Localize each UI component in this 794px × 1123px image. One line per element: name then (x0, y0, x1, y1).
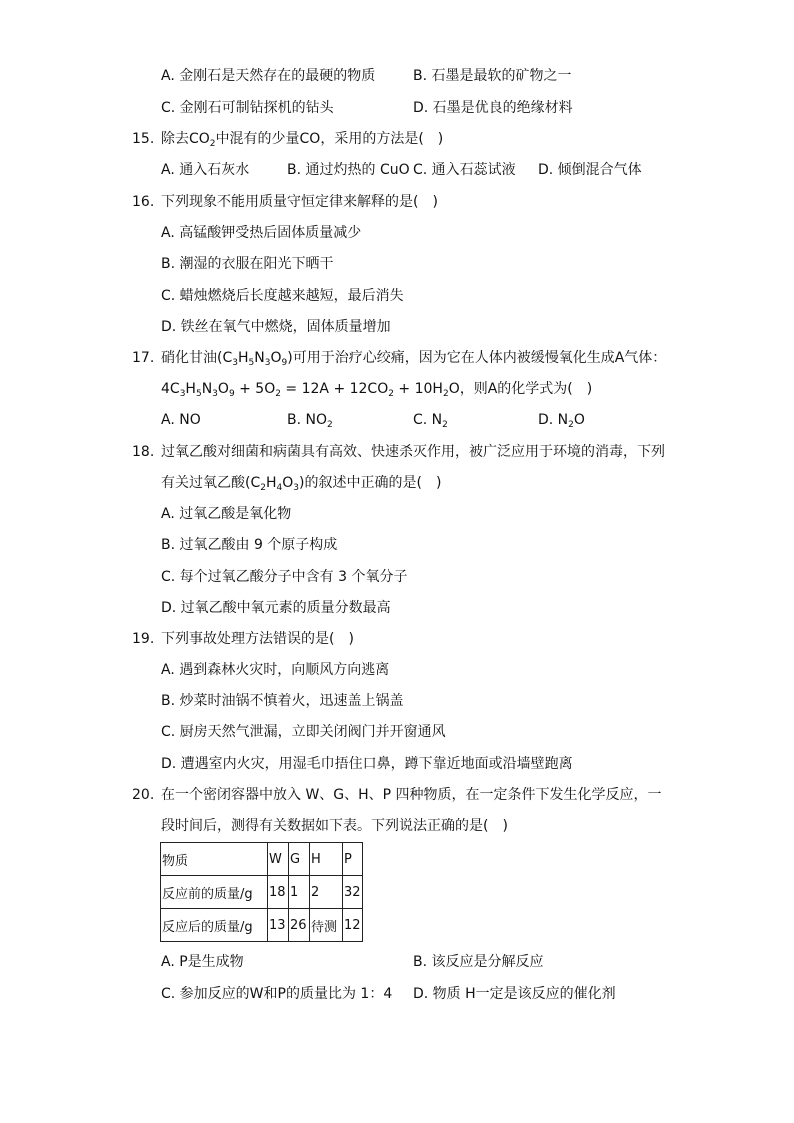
table-cell: 待测 (310, 909, 343, 942)
q20-data-table (160, 842, 363, 942)
q16-option-d: D. 铁丝在氧气中燃烧，固体质量增加 (161, 319, 391, 335)
q16-number: 16. (132, 194, 155, 210)
table-cell: 反应前的质量/g (161, 876, 268, 909)
q20-option-c: C. 参加反应的W和P的质量比为 1：4 (161, 986, 393, 1002)
q20-stem-line2: 段时间后，测得有关数据如下表。下列说法正确的是( ) (161, 818, 508, 834)
table-cell: P (343, 843, 363, 876)
q19-stem: 下列事故处理方法错误的是( ) (161, 631, 354, 647)
q19-option-d: D. 遭遇室内火灾，用湿毛巾捂住口鼻，蹲下靠近地面或沿墙壁跑离 (161, 756, 573, 772)
q18-option-b: B. 过氧乙酸由 9 个原子构成 (161, 537, 338, 553)
q15-option-c: C. 通入石蕊试液 (413, 162, 516, 178)
q17-option-d: D. $N_2O$ (538, 412, 585, 430)
q16-stem: 下列现象不能用质量守恒定律来解释的是( ) (161, 194, 438, 210)
q18-stem-line1: 过氧乙酸对细菌和病菌具有高效、快速杀灭作用，被广泛应用于环境的消毒，下列 (161, 444, 665, 460)
q20-option-b: B. 该反应是分解反应 (413, 954, 544, 970)
table-header-row (161, 843, 363, 876)
table-cell: 1 (289, 876, 310, 909)
table-cell: 26 (289, 909, 310, 942)
q16-option-a: A. 高锰酸钾受热后固体质量减少 (161, 225, 362, 241)
table-cell: 13 (268, 909, 289, 942)
q17-option-b: B. $NO_2$ (287, 412, 333, 430)
table-cell: G (289, 843, 310, 876)
q17-number: 17. (132, 350, 155, 366)
q20-option-a: A. P是生成物 (161, 954, 244, 970)
q14-option-d: D. 石墨是优良的绝缘材料 (413, 100, 573, 116)
q15-option-b: B. 通过灼热的 CuO (287, 162, 410, 178)
q15-stem: 除去$CO_2$中混有的少量CO，采用的方法是( ) (161, 131, 444, 149)
q19-option-a: A. 遇到森林火灾时，向顺风方向逃离 (161, 662, 390, 678)
table-cell: 12 (343, 909, 363, 942)
q15-option-d: D. 倾倒混合气体 (538, 162, 642, 178)
table-cell: H (310, 843, 343, 876)
q19-number: 19. (132, 631, 155, 647)
table-cell: 反应后的质量/g (161, 909, 268, 942)
q17-option-c: C. $N_2$ (413, 412, 448, 430)
q17-equation: $4C_3H_5N_3O_9 + 5O_2 = 12A + 12CO_2 + 10H_2O$，则A的化学式为( ) (161, 381, 593, 399)
q18-option-d: D. 过氧乙酸中氧元素的质量分数最高 (161, 600, 391, 616)
q18-option-a: A. 过氧乙酸是氧化物 (161, 506, 292, 522)
q18-option-c: C. 每个过氧乙酸分子中含有 3 个氧分子 (161, 569, 408, 585)
q16-option-c: C. 蜡烛燃烧后长度越来越短，最后消失 (161, 288, 404, 304)
q18-number: 18. (132, 444, 155, 460)
table-cell: 2 (310, 876, 343, 909)
table-cell: W (268, 843, 289, 876)
q15-number: 15. (132, 131, 155, 147)
q14-option-b: B. 石墨是最软的矿物之一 (413, 68, 572, 84)
table-row (161, 909, 363, 942)
q20-number: 20. (132, 787, 155, 803)
q15-option-a: A. 通入石灰水 (161, 162, 250, 178)
q19-option-c: C. 厨房天然气泄漏，立即关闭阀门并开窗通风 (161, 724, 446, 740)
q16-option-b: B. 潮湿的衣服在阳光下晒干 (161, 256, 334, 272)
q17-stem: 硝化甘油$(C_3H_5N_3O_9)$可用于治疗心绞痛，因为它在人体内被缓慢氧化生成A气体： (161, 350, 667, 368)
table-cell: 18 (268, 876, 289, 909)
q14-option-c: C. 金刚石可制钻探机的钻头 (161, 100, 334, 116)
q18-stem-line2: 有关过氧乙酸$(C_2H_4O_3)$的叙述中正确的是( ) (161, 475, 442, 493)
table-cell: 物质 (161, 843, 268, 876)
q14-option-a: A. 金刚石是天然存在的最硬的物质 (161, 68, 376, 84)
table-cell: 32 (343, 876, 363, 909)
q17-option-a: A. NO (161, 412, 201, 428)
q20-option-d: D. 物质 H一定是该反应的催化剂 (413, 986, 616, 1002)
table-row (161, 876, 363, 909)
q20-stem-line1: 在一个密闭容器中放入 W、G、H、P 四种物质，在一定条件下发生化学反应，一 (161, 787, 662, 803)
q19-option-b: B. 炒菜时油锅不慎着火，迅速盖上锅盖 (161, 693, 404, 709)
